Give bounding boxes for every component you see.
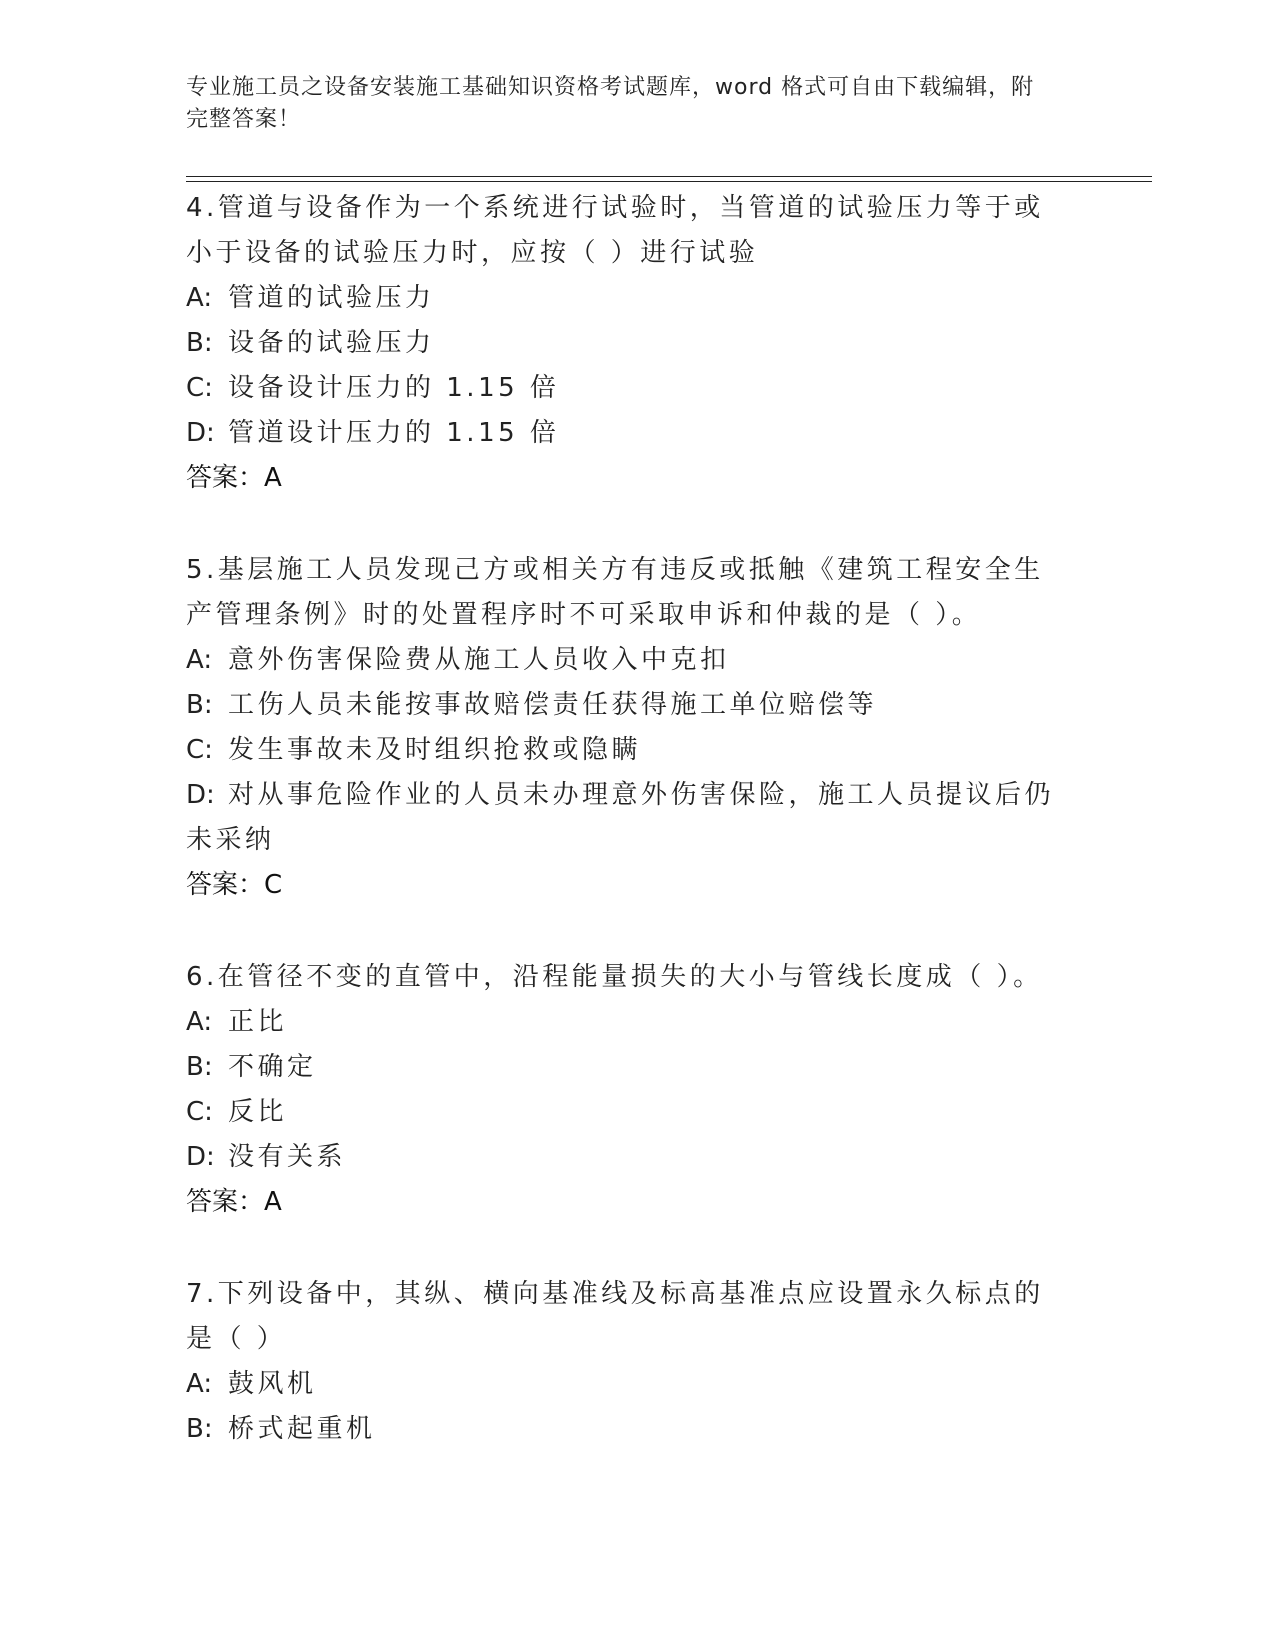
question-stem: 4.管道与设备作为一个系统进行试验时，当管道的试验压力等于或小于设备的试验压力时，应按（ ）进行试验 (186, 193, 1044, 268)
question-option (186, 1135, 1066, 1180)
option-key: C: (186, 735, 213, 765)
question-option (186, 411, 1066, 456)
question-option (186, 728, 1066, 773)
question-stem: 6.在管径不变的直管中，沿程能量损失的大小与管线长度成（ ）。 (186, 962, 1043, 992)
question-stem: 5.基层施工人员发现己方或相关方有违反或抵触《建筑工程安全生产管理条例》时的处置程序时不可采取申诉和仲裁的是（ ）。 (186, 555, 1044, 630)
question-item (186, 955, 1086, 1225)
question-item (186, 1272, 1086, 1452)
answer-value: A (264, 1187, 282, 1217)
option-key: B: (186, 328, 213, 358)
header-divider-top (186, 176, 1152, 177)
answer-line (186, 863, 1086, 908)
option-text: 正比 (228, 1007, 288, 1037)
question-list (186, 186, 1086, 1499)
option-text: 管道的试验压力 (228, 283, 435, 313)
option-key: C: (186, 373, 213, 403)
question-option (186, 773, 1066, 863)
question-option (186, 1090, 1066, 1135)
question-option (186, 683, 1066, 728)
answer-label: 答案： (186, 463, 265, 493)
option-text: 设备设计压力的 1.15 倍 (228, 373, 560, 403)
answer-line (186, 1180, 1086, 1225)
question-option (186, 1045, 1066, 1090)
question-option (186, 638, 1066, 683)
option-key: C: (186, 1097, 213, 1127)
question-option (186, 1000, 1066, 1045)
question-item (186, 186, 1086, 501)
answer-value: C (264, 870, 283, 900)
option-text: 没有关系 (228, 1142, 347, 1172)
answer-label: 答案： (186, 1187, 265, 1217)
option-key: B: (186, 1052, 213, 1082)
option-key: A: (186, 1369, 213, 1399)
option-key: B: (186, 690, 213, 720)
answer-label: 答案： (186, 870, 265, 900)
option-text: 对从事危险作业的人员未办理意外伤害保险，施工人员提议后仍未采纳 (186, 780, 1055, 855)
option-text: 意外伤害保险费从施工人员收入中克扣 (228, 645, 730, 675)
option-text: 工伤人员未能按事故赔偿责任获得施工单位赔偿等 (228, 690, 878, 720)
option-text: 设备的试验压力 (228, 328, 435, 358)
answer-line (186, 456, 1086, 501)
option-text: 发生事故未及时组织抢救或隐瞒 (228, 735, 642, 765)
option-key: A: (186, 645, 213, 675)
question-option (186, 1407, 1066, 1452)
option-text: 鼓风机 (228, 1369, 317, 1399)
header-divider-bottom (186, 181, 1152, 182)
document-intro: 专业施工员之设备安装施工基础知识资格考试题库，word 格式可自由下载编辑，附完整答案！ (186, 75, 1035, 132)
option-key: A: (186, 283, 213, 313)
option-text: 反比 (228, 1097, 288, 1127)
option-key: A: (186, 1007, 213, 1037)
question-stem: 7.下列设备中，其纵、横向基准线及标高基准点应设置永久标点的是（ ） (186, 1279, 1044, 1354)
option-text: 不确定 (228, 1052, 317, 1082)
answer-value: A (264, 463, 282, 493)
option-key: D: (186, 418, 215, 448)
option-key: D: (186, 780, 215, 810)
question-option (186, 366, 1066, 411)
question-option (186, 321, 1066, 366)
option-key: B: (186, 1414, 213, 1444)
option-key: D: (186, 1142, 215, 1172)
question-item (186, 548, 1086, 908)
option-text: 桥式起重机 (228, 1414, 376, 1444)
question-option (186, 276, 1066, 321)
question-option (186, 1362, 1066, 1407)
option-text: 管道设计压力的 1.15 倍 (228, 418, 560, 448)
